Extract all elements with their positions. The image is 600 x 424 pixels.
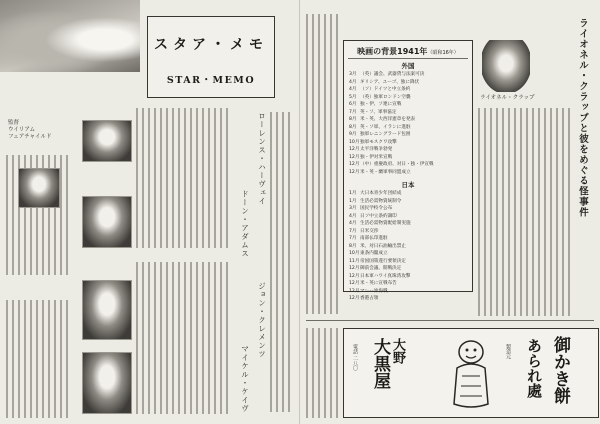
timeline-event: 米・英、大西洋憲章を発表	[360, 117, 416, 122]
timeline-month: 1月	[349, 191, 357, 196]
timeline-row	[349, 250, 468, 258]
timeline-event: マレー沖海戦	[360, 288, 388, 294]
timeline-row	[349, 243, 468, 251]
section-divider	[306, 320, 594, 321]
timeline-row	[349, 109, 468, 117]
timeline-event: 大日本青少年団結成	[360, 191, 402, 196]
timeline-event: 独軍モスクワ攻撃	[360, 139, 397, 145]
article-text-column	[306, 14, 338, 314]
timeline-month: 5月	[349, 94, 357, 100]
timeline-row	[349, 154, 468, 162]
timeline-row	[349, 139, 468, 147]
timeline-row	[349, 265, 468, 273]
body-text-column	[6, 300, 72, 418]
star-name-label: マイケル・ケイヴ	[240, 345, 250, 413]
timeline-month: 4月	[349, 213, 357, 219]
star-bio-text	[136, 262, 228, 414]
timeline-row	[349, 213, 468, 221]
timeline-event: 日米交渉	[360, 228, 379, 234]
japan-events-list	[349, 190, 468, 303]
timeline-event: 帝国国策遂行要領決定	[360, 258, 406, 264]
timeline-month: 12月	[349, 281, 360, 286]
timeline-row	[349, 86, 468, 94]
timeline-month: 7月	[349, 228, 357, 234]
timeline-month: 12月	[349, 169, 360, 175]
ad-shop-name: 御かき餅	[550, 336, 570, 404]
mascot-illustration	[448, 338, 494, 410]
timeline-row	[349, 71, 468, 79]
timeline-month: 12月	[349, 266, 360, 271]
timeline-event: 香港占領	[360, 296, 379, 301]
timeline-month: 12月	[349, 288, 360, 294]
ad-small-text: 製造元	[505, 344, 511, 359]
timeline-month: 12月	[349, 162, 360, 167]
timeline-event: 国民学校令公布	[360, 206, 393, 211]
timeline-row	[349, 273, 468, 281]
timeline-month: 6月	[349, 102, 357, 107]
timeline-month: 7月	[349, 109, 357, 115]
timeline-event: 英・ソ軍、イランに進駐	[360, 124, 411, 130]
timeline-row	[349, 79, 468, 87]
star-memo-title-box	[147, 16, 275, 98]
timeline-row	[349, 205, 468, 213]
timeline-event: 日本軍ハワイ真珠湾攻撃	[360, 273, 411, 279]
timeline-month: 10月	[349, 139, 360, 145]
foreign-events-list	[349, 71, 468, 176]
timeline-row	[349, 131, 468, 139]
timeline-event: （ソ）ドイツと中立条約	[360, 87, 411, 92]
article-text-column	[306, 328, 338, 418]
timeline-month: 4月	[349, 87, 357, 92]
hero-still-photo	[0, 0, 140, 72]
star-name-label: ジョン・クレメンツ	[257, 282, 267, 359]
timeline-event: （中）重慶政府、対日・独・伊宣戦	[360, 162, 434, 167]
timeline-row	[349, 280, 468, 288]
timeline-event: 御前会議、開戦決定	[360, 266, 402, 271]
timeline-month: 7月	[349, 236, 357, 241]
timeline-month: 4月	[349, 221, 357, 226]
timeline-month: 12月	[349, 273, 360, 279]
ad-shop-name: 大野	[390, 338, 405, 364]
timeline-table	[343, 40, 473, 301]
timeline-event: （英）独軍ロンドン空襲	[360, 94, 411, 100]
star-portrait	[82, 196, 132, 248]
timeline-month: 11月	[349, 258, 360, 264]
star-name-label: ローレンス・ハーヴェイ	[257, 112, 267, 206]
timeline-month: 4月	[349, 79, 357, 85]
timeline-event: 英・ソ、軍事協定	[360, 109, 397, 115]
timeline-event: 独軍レニングラード包囲	[360, 132, 411, 137]
timeline-row	[349, 169, 468, 177]
timeline-row	[349, 94, 468, 102]
timeline-event: ギリシア、ユーゴ、独に降伏	[360, 79, 420, 85]
timeline-row	[349, 161, 468, 169]
timeline-event: 太平洋戦争勃発	[360, 147, 393, 152]
timeline-event: 生活必需物資統制令	[360, 198, 402, 204]
timeline-month: 3月	[349, 72, 357, 77]
timeline-row	[349, 116, 468, 124]
timeline-row	[349, 124, 468, 132]
ad-shop-name: 大黒屋	[370, 338, 390, 389]
left-page	[0, 0, 299, 424]
timeline-row	[349, 228, 468, 236]
timeline-month: 8月	[349, 243, 357, 249]
timeline-event: 米・英に宣戦布告	[360, 281, 397, 286]
star-bio-text	[270, 112, 292, 412]
timeline-row	[349, 288, 468, 296]
timeline-event: 生活必需物資配給制実施	[360, 221, 411, 226]
star-portrait	[82, 352, 132, 414]
timeline-row	[349, 101, 468, 109]
timeline-row	[349, 235, 468, 243]
timeline-row	[349, 220, 468, 228]
star-name-label: ドーン・アダムス	[240, 190, 250, 258]
foreign-heading: 外国	[401, 62, 415, 70]
timeline-event: （英）議会、武器貸与法案可決	[360, 72, 425, 77]
timeline-month: 8月	[349, 124, 357, 130]
timeline-event: 東条内閣成立	[360, 251, 388, 256]
timeline-month: 1月	[349, 198, 357, 204]
article-text-column	[478, 108, 572, 316]
timeline-row	[349, 190, 468, 198]
lionel-portrait	[482, 40, 530, 92]
director-caption: 監督 ウイリアム フェアチャイルド	[8, 120, 52, 140]
timeline-event: 米・英・蘭軍事同盟成立	[360, 169, 411, 175]
timeline-month: 8月	[349, 117, 357, 122]
timeline-month: 12月	[349, 154, 360, 160]
article-banner: ライオネル・クラップと彼をめぐる怪事件	[577, 18, 588, 218]
timeline-row	[349, 198, 468, 206]
timeline-title: 映画の背景1941年（昭和16年）	[357, 47, 459, 56]
japan-heading: 日本	[401, 181, 415, 189]
title-english: STAR・MEMO	[166, 75, 256, 86]
timeline-row	[349, 258, 468, 266]
timeline-event: 米、対日石油輸出禁止	[360, 243, 406, 249]
title-japanese: スタア・メモ	[154, 37, 268, 53]
star-portrait	[82, 120, 132, 162]
star-portrait	[82, 280, 132, 340]
ad-small-text: 電話 二八〇	[352, 344, 358, 371]
timeline-row	[349, 146, 468, 154]
timeline-row	[349, 295, 468, 303]
table-divider	[348, 58, 468, 59]
timeline-event: 南部仏印進駐	[360, 236, 388, 241]
ad-shop-name: あられ處	[525, 338, 543, 398]
timeline-month: 9月	[349, 132, 357, 137]
timeline-month: 3月	[349, 206, 357, 211]
timeline-event: 日ソ中立条約調印	[360, 213, 397, 219]
timeline-event: 独・伊、ソ連に宣戦	[360, 102, 402, 107]
star-portrait	[18, 168, 60, 208]
timeline-month: 10月	[349, 251, 360, 256]
portrait-caption: ライオネル・クラップ	[480, 95, 535, 101]
timeline-event: 独・伊対米宣戦	[360, 154, 393, 160]
timeline-month: 12月	[349, 147, 360, 152]
timeline-month: 12月	[349, 296, 360, 301]
star-bio-text	[136, 108, 228, 248]
